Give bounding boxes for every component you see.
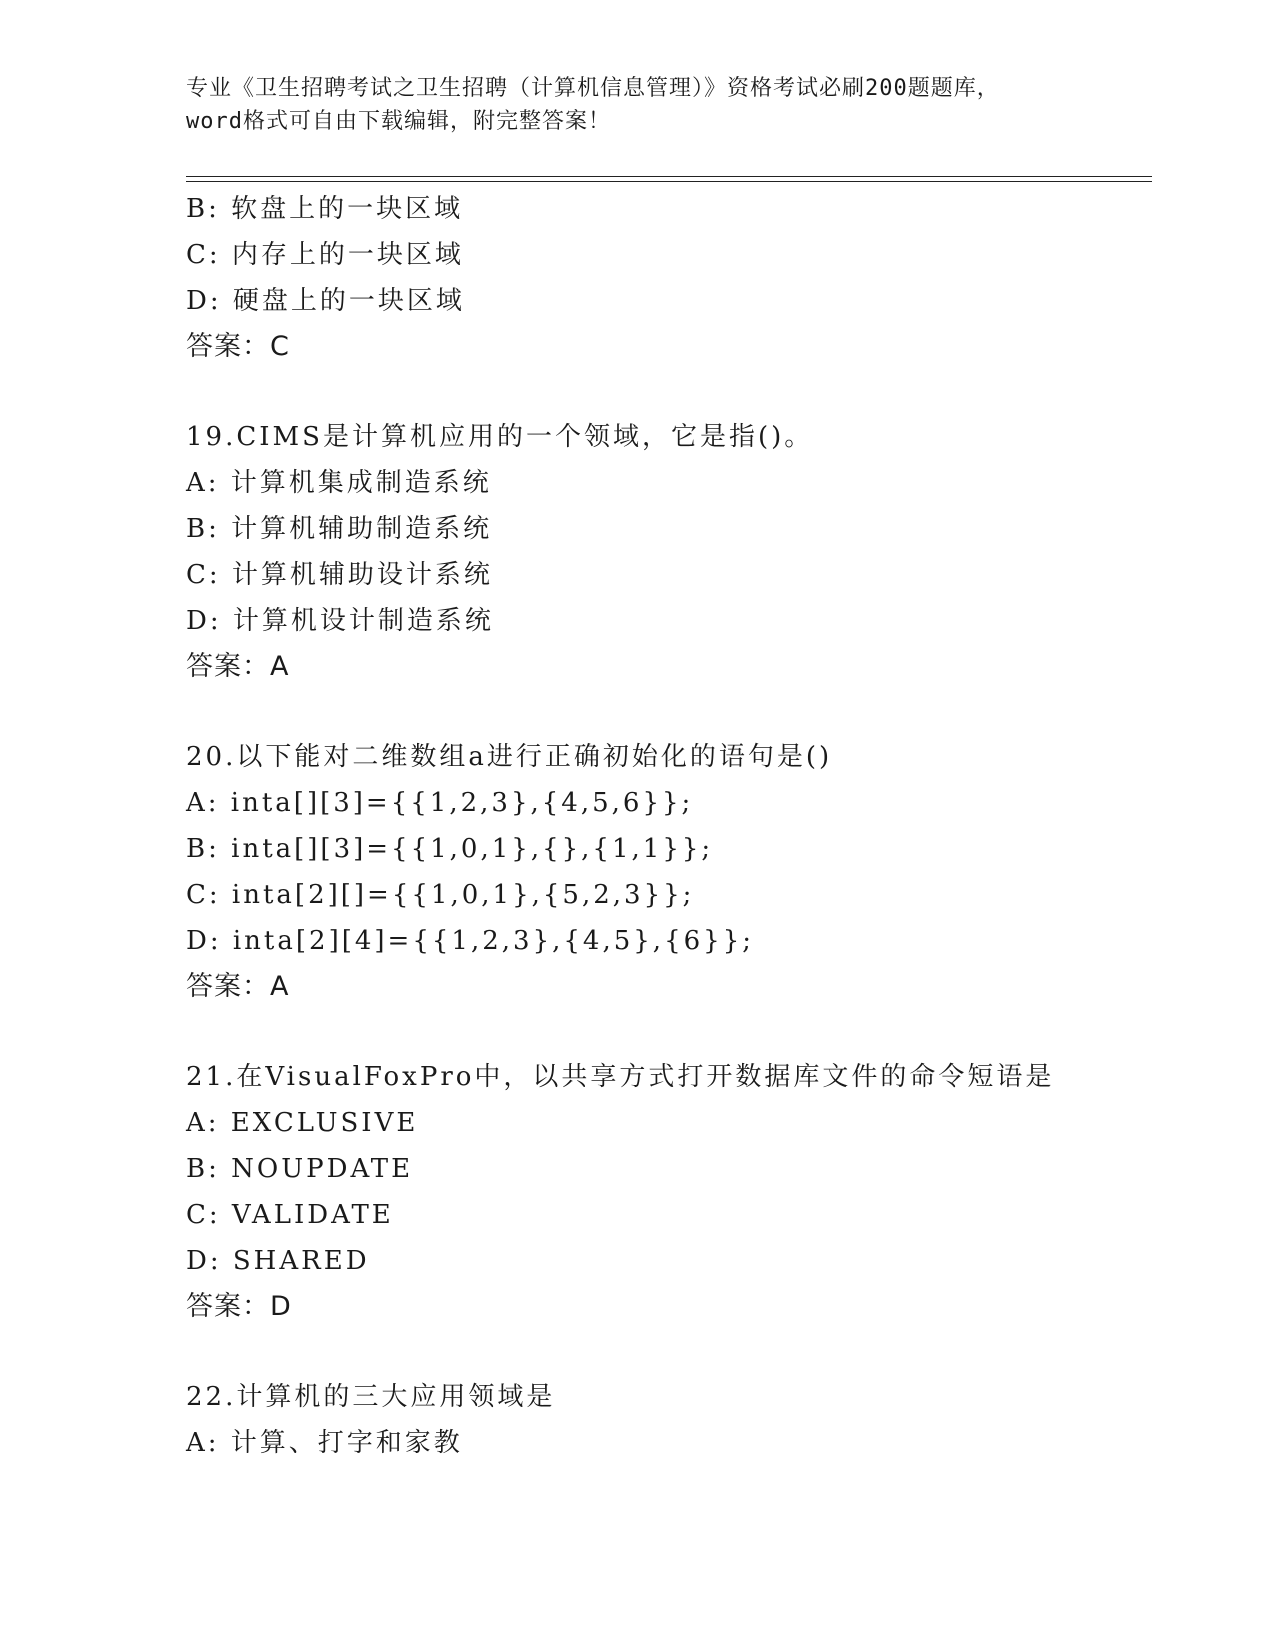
option-a: A: EXCLUSIVE [186, 1108, 419, 1138]
answer-line: 答案：A [186, 651, 290, 682]
option-a: A: 计算、打字和家教 [186, 1428, 463, 1458]
option-c: C: inta[2][]={{1,0,1},{5,2,3}}; [186, 880, 695, 910]
option-a: A: 计算机集成制造系统 [186, 468, 492, 498]
question-stem: 19.CIMS是计算机应用的一个领域，它是指()。 [186, 422, 814, 452]
question-stem: 22.计算机的三大应用领域是 [186, 1382, 556, 1412]
answer-line: 答案：C [186, 331, 290, 362]
document-header [186, 72, 1086, 138]
question-22 [186, 1374, 1146, 1466]
option-d: D: 计算机设计制造系统 [186, 606, 494, 636]
question-stem: 20.以下能对二维数组a进行正确初始化的语句是() [186, 742, 833, 772]
option-c: C: 内存上的一块区域 [186, 240, 464, 270]
answer-line: 答案：D [186, 1291, 292, 1322]
option-b: B: inta[][3]={{1,0,1},{},{1,1}}; [186, 834, 714, 864]
header-divider-top [186, 176, 1152, 177]
question-21 [186, 1054, 1146, 1330]
option-d: D: inta[2][4]={{1,2,3},{4,5},{6}}; [186, 926, 754, 956]
question-19 [186, 414, 1146, 690]
header-divider-bottom [186, 181, 1152, 182]
answer-line: 答案：A [186, 971, 290, 1002]
header-title-line-2: word格式可自由下载编辑，附完整答案！ [186, 109, 611, 134]
header-title-line-1: 专业《卫生招聘考试之卫生招聘（计算机信息管理）》资格考试必刷200题题库， [186, 76, 1000, 101]
option-d: D: 硬盘上的一块区域 [186, 286, 465, 316]
option-b: B: 软盘上的一块区域 [186, 194, 464, 224]
question-18-continuation [186, 186, 1146, 370]
option-b: B: 计算机辅助制造系统 [186, 514, 493, 544]
question-20 [186, 734, 1146, 1010]
option-a: A: inta[][3]={{1,2,3},{4,5,6}}; [186, 788, 694, 818]
option-b: B: NOUPDATE [186, 1154, 414, 1184]
option-c: C: 计算机辅助设计系统 [186, 560, 493, 590]
question-list [186, 186, 1146, 1466]
question-stem: 21.在VisualFoxPro中，以共享方式打开数据库文件的命令短语是 [186, 1062, 1055, 1092]
option-d: D: SHARED [186, 1246, 370, 1276]
option-c: C: VALIDATE [186, 1200, 394, 1230]
